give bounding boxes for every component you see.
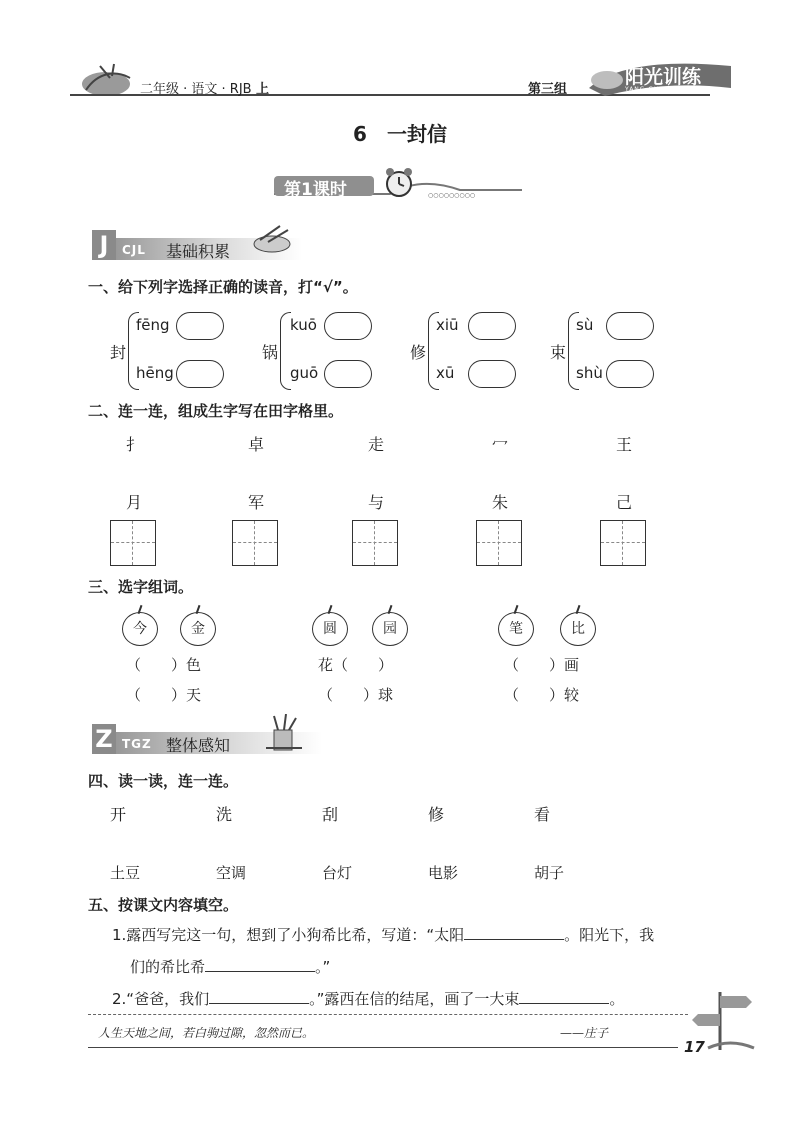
answer-cloud[interactable] <box>324 360 372 388</box>
apple-char <box>372 612 408 646</box>
q3-fill-row[interactable]: （ ）球 <box>318 686 394 704</box>
answer-cloud[interactable] <box>468 360 516 388</box>
section-jichu-title: 基础积累 <box>166 242 231 261</box>
q5-item1-text-a: 1.露西写完这一句，想到了小狗希比希，写道：“太阳 <box>112 926 465 944</box>
q3-char: 圆 <box>323 621 337 637</box>
q5-item1-text-b: 。阳光下，我 <box>564 926 655 944</box>
apple-char <box>312 612 348 646</box>
q5-item1-text-d: 。” <box>315 958 331 976</box>
q5-item1-line1 <box>112 924 654 945</box>
q2-bottom-char[interactable]: 朱 <box>492 493 509 512</box>
q4-noun[interactable]: 土豆 <box>110 864 141 882</box>
signpost-icon <box>690 986 760 1056</box>
tianzige-box[interactable] <box>110 520 156 566</box>
tianzige-box[interactable] <box>232 520 278 566</box>
volume-label: 上 <box>256 82 270 97</box>
answer-cloud[interactable] <box>468 312 516 340</box>
q4-verb[interactable]: 洗 <box>216 805 233 824</box>
q3-char: 今 <box>133 621 147 637</box>
q1-char-guo: 锅 <box>262 343 279 362</box>
lesson-period-banner <box>270 172 525 200</box>
answer-cloud[interactable] <box>176 312 224 340</box>
group-label: 第三组 <box>528 82 568 97</box>
q3-fill-row[interactable]: （ ）较 <box>504 686 580 704</box>
brand-badge <box>585 58 735 98</box>
q1-pinyin-heng: hēng <box>136 364 174 382</box>
grade-label: 二年级 · 语文 · RJB <box>140 82 252 97</box>
q3-title: 三、选字组词。 <box>88 578 194 596</box>
q4-noun[interactable]: 空调 <box>216 864 247 882</box>
q2-bottom-char[interactable]: 军 <box>248 493 265 512</box>
answer-cloud[interactable] <box>324 312 372 340</box>
footer-quote: 人生天地之间，若白驹过隙，忽然而已。 <box>98 1026 315 1040</box>
q1-pinyin-kuo: kuō <box>290 316 317 334</box>
apple-char <box>180 612 216 646</box>
tianzige-box[interactable] <box>476 520 522 566</box>
svg-text:○○○○○○○○○: ○○○○○○○○○ <box>428 192 476 199</box>
q3-fill-row[interactable]: 花（ ） <box>318 656 394 674</box>
q2-bottom-char[interactable]: 己 <box>616 493 633 512</box>
q2-bottom-char[interactable]: 与 <box>368 493 385 512</box>
footer-dashed-rule <box>88 1014 688 1015</box>
q4-verb[interactable]: 看 <box>534 805 551 824</box>
q3-char: 笔 <box>509 621 523 637</box>
q1-char-xiu: 修 <box>410 343 427 362</box>
q3-fill-row[interactable]: （ ）画 <box>504 656 580 674</box>
q4-verb[interactable]: 刮 <box>322 805 339 824</box>
pencil-cup-icon <box>262 714 306 754</box>
q2-title: 二、连一连，组成生字写在田字格里。 <box>88 402 344 420</box>
answer-cloud[interactable] <box>606 360 654 388</box>
q5-item2-text-b: 。”露西在信的结尾，画了一大束 <box>309 990 520 1008</box>
apple-char <box>560 612 596 646</box>
q5-item2-text-a: 2.“爸爸，我们 <box>112 990 210 1008</box>
footer-author: ——庄子 <box>560 1026 609 1040</box>
q2-top-char[interactable]: 卓 <box>248 435 265 454</box>
q3-char: 金 <box>191 621 205 637</box>
q2-top-char[interactable]: 走 <box>368 435 385 454</box>
q1-char-shu: 束 <box>550 343 567 362</box>
q2-top-char[interactable]: 王 <box>616 435 633 454</box>
lesson-title: 6 一封信 <box>353 122 447 146</box>
q4-title: 四、读一读，连一连。 <box>88 772 239 790</box>
q2-top-char[interactable]: 扌 <box>126 435 143 454</box>
brand-subtitle: YANG GUANG XUN LIAN <box>625 86 716 93</box>
alarm-clock-icon <box>382 166 416 200</box>
q1-char-feng: 封 <box>110 343 127 362</box>
q3-char: 比 <box>571 621 585 637</box>
section-zhengti-title: 整体感知 <box>166 736 231 755</box>
tianzige-box[interactable] <box>600 520 646 566</box>
apple-char <box>122 612 158 646</box>
q5-title: 五、按课文内容填空。 <box>88 896 239 914</box>
brand-title: 阳光训练 <box>625 66 702 88</box>
tianzige-box[interactable] <box>352 520 398 566</box>
answer-cloud[interactable] <box>606 312 654 340</box>
q3-fill-row[interactable]: （ ）色 <box>126 656 202 674</box>
q2-top-char[interactable]: 冖 <box>492 435 509 454</box>
q1-pinyin-xu: xū <box>436 364 455 382</box>
q1-title: 一、给下列字选择正确的读音，打“√”。 <box>88 278 358 296</box>
q5-item2-text-c: 。 <box>609 990 625 1008</box>
q4-verb[interactable]: 修 <box>428 805 445 824</box>
q4-noun[interactable]: 台灯 <box>322 864 353 882</box>
answer-blank[interactable] <box>464 924 564 940</box>
q1-pinyin-feng: fēng <box>136 316 170 334</box>
q1-pinyin-xiu: xiū <box>436 316 459 334</box>
q4-verb[interactable]: 开 <box>110 805 127 824</box>
q3-fill-row[interactable]: （ ）天 <box>126 686 202 704</box>
page-number: 17 <box>684 1038 705 1056</box>
footer-rule <box>88 1047 678 1048</box>
q2-bottom-char[interactable]: 月 <box>126 493 143 512</box>
q4-noun[interactable]: 胡子 <box>534 864 565 882</box>
lesson-period: 第1课时 <box>284 180 347 200</box>
q1-pinyin-shu: shù <box>576 364 603 382</box>
answer-blank[interactable] <box>209 988 309 1004</box>
section-zhengti-code: TGZ <box>122 737 152 751</box>
section-zhengti-letter: Z <box>92 724 116 754</box>
answer-cloud[interactable] <box>176 360 224 388</box>
section-jichu-code: CJL <box>122 243 146 257</box>
paint-brush-icon <box>250 220 296 258</box>
section-jichu-letter: J <box>92 230 116 260</box>
q1-pinyin-guo: guō <box>290 364 319 382</box>
apple-char <box>498 612 534 646</box>
q5-item2-line <box>112 988 624 1009</box>
answer-blank[interactable] <box>205 956 315 972</box>
q5-item1-line2 <box>130 956 330 977</box>
q1-pinyin-su: sù <box>576 316 594 334</box>
answer-blank[interactable] <box>519 988 609 1004</box>
q4-noun[interactable]: 电影 <box>428 864 459 882</box>
q5-item1-text-c: 们的希比希 <box>130 958 206 976</box>
q3-char: 园 <box>383 621 397 637</box>
